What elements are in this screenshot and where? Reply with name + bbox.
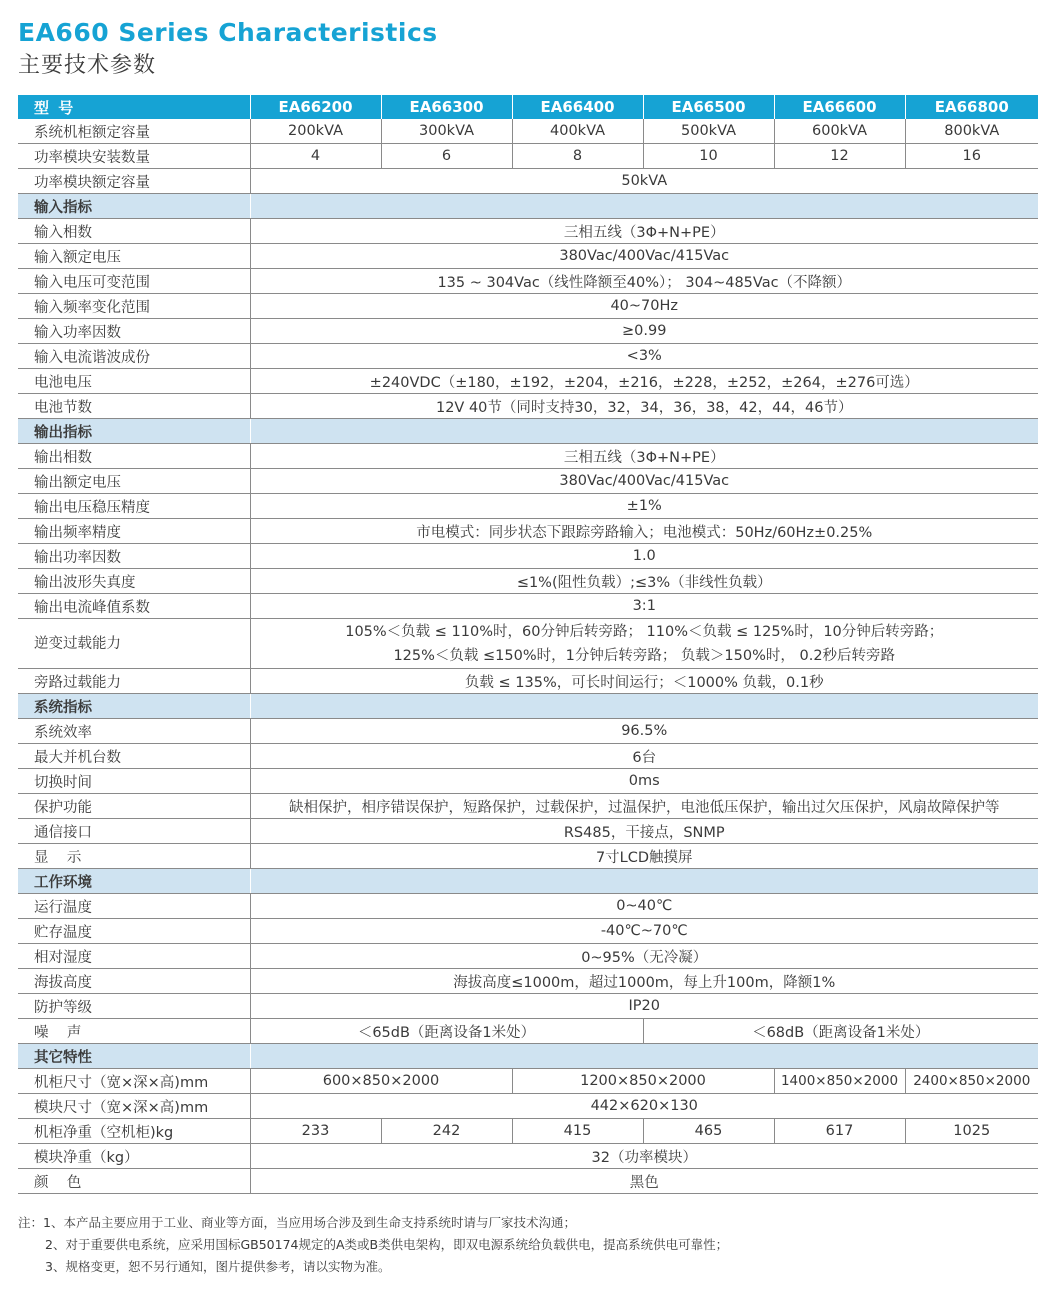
row-value: 16 [905,144,1038,169]
row-value: 380Vac/400Vac/415Vac [250,469,1038,494]
table-row [18,444,1038,469]
table-row [18,269,1038,294]
row-value: 三相五线（3Φ+N+PE） [250,444,1038,469]
table-header-row [18,95,1038,119]
row-label: 功率模块额定容量 [18,169,250,194]
row-value: 三相五线（3Φ+N+PE） [250,219,1038,244]
row-label: 输入电压可变范围 [18,269,250,294]
row-value: 缺相保护，相序错误保护，短路保护，过载保护，过温保护，电池低压保护，输出过欠压保护，风扇故障保护等 [250,794,1038,819]
table-row [18,919,1038,944]
row-value: 242 [381,1119,512,1144]
row-label: 噪 声 [18,1019,250,1044]
section-title: 其它特性 [18,1044,250,1069]
row-value: 市电模式：同步状态下跟踪旁路输入；电池模式：50Hz/60Hz±0.25% [250,519,1038,544]
section-header-row [18,869,1038,894]
row-label: 输出电压稳压精度 [18,494,250,519]
row-value: 600kVA [774,119,905,144]
row-value: 96.5% [250,719,1038,744]
table-row [18,394,1038,419]
table-row [18,594,1038,619]
section-title: 系统指标 [18,694,250,719]
row-value: 6台 [250,744,1038,769]
row-value-line: 105%＜负载 ≤ 110%时，60分钟后转旁路； 110%＜负载 ≤ 125%时，10分钟后转旁路； [345,623,944,640]
row-label: 输入电流谐波成份 [18,344,250,369]
row-value: 1025 [905,1119,1038,1144]
row-value-line: 125%＜负载 ≤150%时，1分钟后转旁路； 负载＞150%时， 0.2秒后转旁路 [393,647,896,664]
row-label: 输入相数 [18,219,250,244]
table-row [18,1144,1038,1169]
row-value: 10 [643,144,774,169]
row-value: 400kVA [512,119,643,144]
row-label: 输入功率因数 [18,319,250,344]
section-title: 输出指标 [18,419,250,444]
row-label: 旁路过载能力 [18,669,250,694]
row-value: 12 [774,144,905,169]
row-label: 运行温度 [18,894,250,919]
row-label: 机柜尺寸（宽×深×高)mm [18,1069,250,1094]
table-row [18,169,1038,194]
row-value: ±1% [250,494,1038,519]
row-label: 显 示 [18,844,250,869]
row-label: 机柜净重（空机柜)kg [18,1119,250,1144]
row-value: -40℃~70℃ [250,919,1038,944]
row-value: 442×620×130 [250,1094,1038,1119]
table-row [18,369,1038,394]
row-value: 3:1 [250,594,1038,619]
page-title-cn: 主要技术参数 [18,53,157,78]
row-value: 200kVA [250,119,381,144]
section-header-row [18,419,1038,444]
row-label: 输出频率精度 [18,519,250,544]
row-label: 输入频率变化范围 [18,294,250,319]
table-row [18,794,1038,819]
row-value: 600×850×2000 [250,1069,512,1094]
table-row [18,569,1038,594]
row-value: 300kVA [381,119,512,144]
row-label: 相对湿度 [18,944,250,969]
table-row [18,719,1038,744]
table-row [18,244,1038,269]
row-value: 500kVA [643,119,774,144]
row-label: 功率模块安装数量 [18,144,250,169]
row-value: <3% [250,344,1038,369]
row-value: 黑色 [250,1169,1038,1194]
row-value: 2400×850×2000 [905,1069,1038,1094]
table-row [18,969,1038,994]
table-row [18,1094,1038,1119]
table-row [18,744,1038,769]
row-value: 海拔高度≤1000m，超过1000m，每上升100m，降额1% [250,969,1038,994]
row-label: 贮存温度 [18,919,250,944]
model-name: EA66600 [774,95,905,119]
row-label: 保护功能 [18,794,250,819]
row-label: 输出波形失真度 [18,569,250,594]
table-row [18,494,1038,519]
header-label: 型 号 [18,95,250,119]
row-label: 防护等级 [18,994,250,1019]
section-header-row [18,694,1038,719]
table-row [18,294,1038,319]
table-row [18,544,1038,569]
row-label: 逆变过载能力 [18,619,250,669]
row-label: 最大并机台数 [18,744,250,769]
row-value: 12V 40节（同时支持30，32，34，36，38，42，44，46节） [250,394,1038,419]
row-value: 1400×850×2000 [774,1069,905,1094]
table-row [18,894,1038,919]
footnote: 3、规格变更，恕不另行通知，图片提供参考，请以实物为准。 [45,1259,391,1274]
row-value: ±240VDC（±180，±192，±204，±216，±228，±252，±264，±276可选） [250,369,1038,394]
table-row [18,819,1038,844]
model-name: EA66400 [512,95,643,119]
row-label: 电池电压 [18,369,250,394]
table-row [18,119,1038,144]
row-value: 40~70Hz [250,294,1038,319]
row-value: 465 [643,1119,774,1144]
model-name: EA66500 [643,95,774,119]
row-value: 1200×850×2000 [512,1069,774,1094]
row-value: 0~95%（无冷凝） [250,944,1038,969]
row-value: ＜65dB（距离设备1米处） [250,1019,643,1044]
row-value: ＜68dB（距离设备1米处） [643,1019,1038,1044]
section-title: 工作环境 [18,869,250,894]
row-value: 135 ~ 304Vac（线性降额至40%）； 304~485Vac（不降额） [250,269,1038,294]
page-title-en: EA660 Series Characteristics [18,18,438,47]
table-row [18,769,1038,794]
table-row [18,669,1038,694]
row-label: 系统效率 [18,719,250,744]
row-value: 6 [381,144,512,169]
table-row [18,944,1038,969]
table-row [18,1169,1038,1194]
row-value [250,619,1038,669]
row-label: 输入额定电压 [18,244,250,269]
spec-table [18,95,1038,1194]
row-label: 通信接口 [18,819,250,844]
row-value: IP20 [250,994,1038,1019]
row-value: 233 [250,1119,381,1144]
table-row [18,844,1038,869]
row-label: 输出额定电压 [18,469,250,494]
row-value: 0ms [250,769,1038,794]
footnotes [18,1212,728,1278]
row-label: 系统机柜额定容量 [18,119,250,144]
row-value: 8 [512,144,643,169]
row-label: 海拔高度 [18,969,250,994]
row-value: 800kVA [905,119,1038,144]
table-row [18,319,1038,344]
table-row [18,1119,1038,1144]
table-row [18,994,1038,1019]
model-name: EA66200 [250,95,381,119]
model-name: EA66800 [905,95,1038,119]
footnote: 注：1、本产品主要应用于工业、商业等方面，当应用场合涉及到生命支持系统时请与厂家技术沟通； [18,1215,576,1230]
row-label: 输出电流峰值系数 [18,594,250,619]
row-label: 输出相数 [18,444,250,469]
row-value: 50kVA [250,169,1038,194]
row-value: 1.0 [250,544,1038,569]
row-value: 4 [250,144,381,169]
row-label: 电池节数 [18,394,250,419]
table-row [18,519,1038,544]
table-row [18,619,1038,669]
section-header-row [18,194,1038,219]
row-label: 输出功率因数 [18,544,250,569]
row-value: 415 [512,1119,643,1144]
row-label: 模块净重（kg） [18,1144,250,1169]
table-row [18,469,1038,494]
row-label: 切换时间 [18,769,250,794]
row-value: RS485，干接点，SNMP [250,819,1038,844]
row-value: ≤1%(阻性负载）;≤3%（非线性负载） [250,569,1038,594]
section-header-row [18,1044,1038,1069]
row-value: 负载 ≤ 135%，可长时间运行；＜1000% 负载，0.1秒 [250,669,1038,694]
table-row [18,144,1038,169]
table-row [18,1019,1038,1044]
model-name: EA66300 [381,95,512,119]
row-value: 7寸LCD触摸屏 [250,844,1038,869]
row-label: 颜 色 [18,1169,250,1194]
row-label: 模块尺寸（宽×深×高)mm [18,1094,250,1119]
table-row [18,344,1038,369]
table-row [18,219,1038,244]
table-row [18,1069,1038,1094]
row-value: 617 [774,1119,905,1144]
section-title: 输入指标 [18,194,250,219]
footnote: 2、对于重要供电系统，应采用国标GB50174规定的A类或B类供电架构，即双电源系统给负载供电，提高系统供电可靠性； [45,1237,729,1252]
row-value: ≥0.99 [250,319,1038,344]
row-value: 0~40℃ [250,894,1038,919]
row-value: 32（功率模块） [250,1144,1038,1169]
row-value: 380Vac/400Vac/415Vac [250,244,1038,269]
